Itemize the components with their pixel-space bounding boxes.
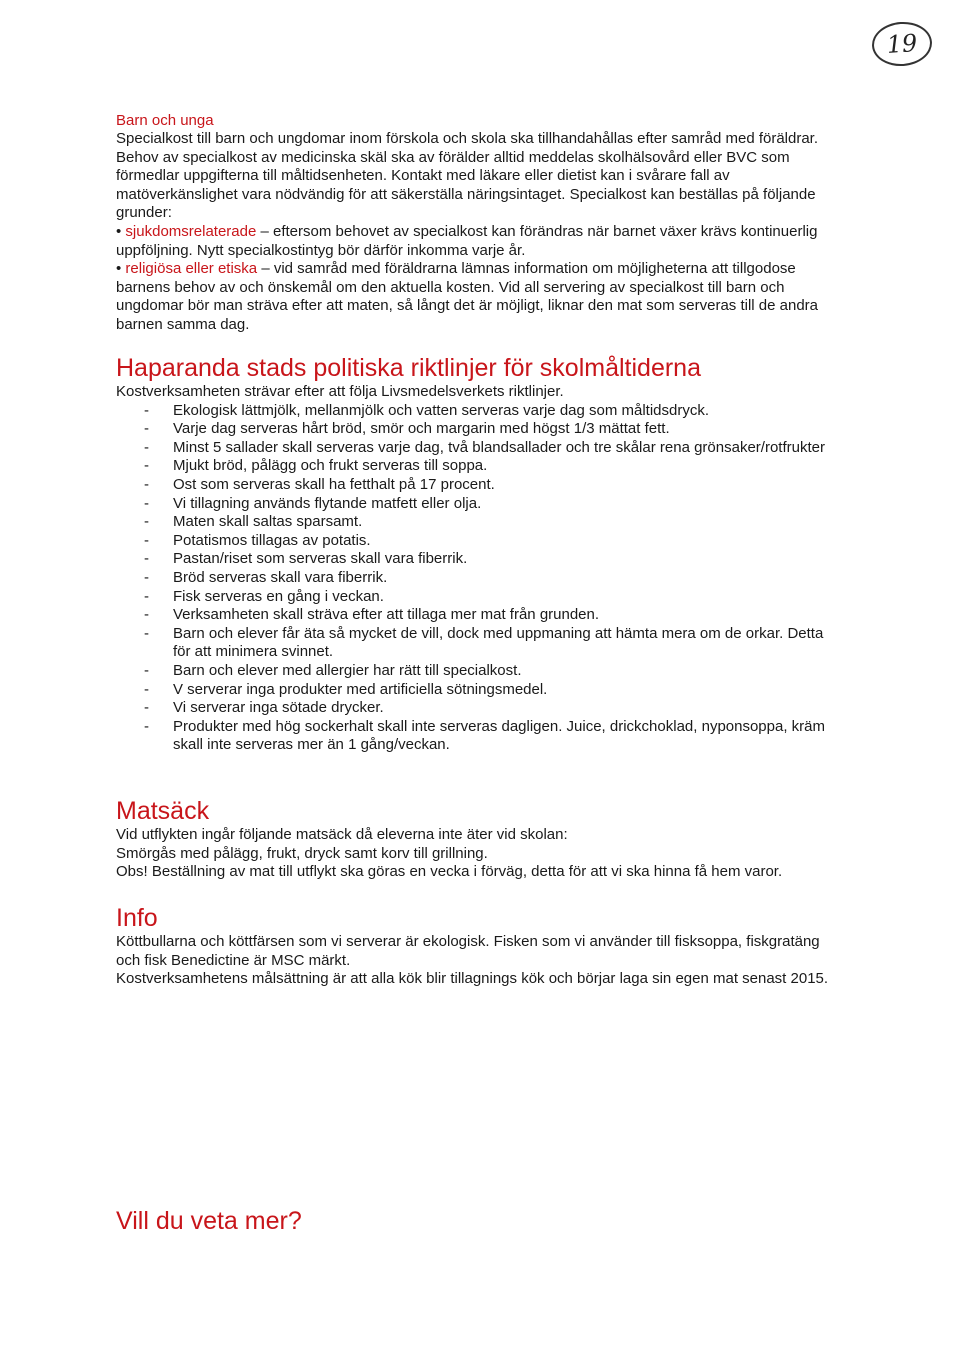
guideline-list bbox=[116, 402, 836, 755]
dash-bullet-icon: - bbox=[144, 606, 149, 624]
bullet-sjukdomsrelaterade bbox=[116, 223, 836, 260]
guideline-item bbox=[116, 420, 836, 439]
bullet-term-sjukdom: sjukdomsrelaterade bbox=[125, 222, 257, 240]
guideline-item bbox=[116, 513, 836, 532]
dash-bullet-icon: - bbox=[144, 438, 149, 456]
guideline-item bbox=[116, 402, 836, 421]
dash-bullet-icon: - bbox=[144, 680, 149, 698]
guideline-item bbox=[116, 476, 836, 495]
section-info bbox=[116, 903, 836, 989]
dash-bullet-icon: - bbox=[144, 401, 149, 419]
matsack-line: Smörgås med pålägg, frukt, dryck samt korv till grillning. bbox=[116, 844, 488, 862]
heading-barn-och-unga: Barn och unga bbox=[116, 112, 214, 129]
bullet-text-sjukdom: – eftersom behovet av specialkost kan förändras när barnet växer krävs kontinuerlig uppföljning. Nytt specialkostintyg bör därför inkomma varje år. bbox=[116, 222, 818, 259]
guideline-text: Vi tillagning används flytande matfett eller olja. bbox=[173, 494, 482, 512]
dash-bullet-icon: - bbox=[144, 531, 149, 549]
dash-bullet-icon: - bbox=[144, 587, 149, 605]
guideline-text: Mjukt bröd, pålägg och frukt serveras till soppa. bbox=[173, 457, 488, 475]
bullet-icon: • bbox=[116, 222, 126, 240]
guideline-item bbox=[116, 681, 836, 700]
guideline-item bbox=[116, 606, 836, 625]
dash-bullet-icon: - bbox=[144, 475, 149, 493]
barn-intro-text: Specialkost till barn och ungdomar inom förskola och skola ska tillhandahållas efter samråd med föräldrar. Behov av specialkost av medicinska skäl ska av förälder alltid meddelas skolhälsovård eller BVC som förmedlar uppgifterna till måltidsenheten. Kontakt med läkare eller dietist kan i svårare fall av matöverkänslighet vara nödvändig för att säkerställa näringsintaget. Specialkost kan beställas på följande grunder: bbox=[116, 130, 819, 222]
guideline-text: Bröd serveras skall vara fiberrik. bbox=[173, 568, 388, 586]
heading-info: Info bbox=[116, 904, 158, 932]
bullet-term-religiosa: religiösa eller etiska bbox=[125, 260, 258, 278]
guideline-item bbox=[116, 495, 836, 514]
guideline-text: Potatismos tillagas av potatis. bbox=[173, 531, 371, 549]
guideline-item bbox=[116, 532, 836, 551]
guideline-text: Barn och elever får äta så mycket de vill, dock med uppmaning att hämta mera om de orkar. Detta för att minimera svinnet. bbox=[173, 624, 824, 661]
dash-bullet-icon: - bbox=[144, 624, 149, 642]
dash-bullet-icon: - bbox=[144, 513, 149, 531]
guideline-item bbox=[116, 569, 836, 588]
guideline-text: Produkter med hög sockerhalt skall inte serveras dagligen. Juice, drickchoklad, nyponsoppa, kräm skall inte serveras mer än 1 gång/veckan. bbox=[173, 717, 826, 754]
heading-riktlinjer: Haparanda stads politiska riktlinjer för skolmåltiderna bbox=[116, 354, 701, 382]
dash-bullet-icon: - bbox=[144, 457, 149, 475]
dash-bullet-icon: - bbox=[144, 568, 149, 586]
bullet-icon: • bbox=[116, 260, 126, 278]
guideline-text: Minst 5 sallader skall serveras varje dag, två blandsallader och tre skålar rena grönsaker/rotfrukter bbox=[173, 438, 825, 456]
guideline-item bbox=[116, 662, 836, 681]
bullet-religiosa bbox=[116, 260, 836, 334]
heading-matsack: Matsäck bbox=[116, 797, 210, 825]
page-number: 19 bbox=[871, 20, 934, 68]
dash-bullet-icon: - bbox=[144, 550, 149, 568]
dash-bullet-icon: - bbox=[144, 717, 149, 735]
guideline-text: Barn och elever med allergier har rätt till specialkost. bbox=[173, 661, 522, 679]
guideline-item bbox=[116, 457, 836, 476]
guideline-item bbox=[116, 550, 836, 569]
dash-bullet-icon: - bbox=[144, 494, 149, 512]
guideline-item bbox=[116, 439, 836, 458]
guideline-item bbox=[116, 718, 836, 755]
bullet-text-religiosa: – vid samråd med föräldrarna lämnas information om möjligheterna att tillgodose barnens behov av och önskemål om den aktuella kosten. Vid all servering av specialkost till barn och ungdomar bör man sträva efter att maten, så långt det är möjligt, liknar den mat som serveras till de andra barnen samma dag. bbox=[116, 260, 818, 333]
guideline-text: Varje dag serveras hårt bröd, smör och margarin med högst 1/3 mättat fett. bbox=[173, 420, 670, 438]
info-line: Köttbullarna och köttfärsen som vi serverar är ekologisk. Fisken som vi använder till fisksoppa, fiskgratäng och fisk Benedictine är MSC märkt. bbox=[116, 933, 820, 969]
dash-bullet-icon: - bbox=[144, 699, 149, 717]
guideline-text: Fisk serveras en gång i veckan. bbox=[173, 587, 384, 605]
dash-bullet-icon: - bbox=[144, 661, 149, 679]
dash-bullet-icon: - bbox=[144, 420, 149, 438]
heading-vill-du-veta-mer: Vill du veta mer? bbox=[116, 1207, 302, 1235]
section-vill-du-veta-mer bbox=[116, 1206, 836, 1236]
guideline-text: Verksamheten skall sträva efter att tillaga mer mat från grunden. bbox=[173, 606, 600, 624]
matsack-line: Obs! Beställning av mat till utflykt ska göras en vecka i förväg, detta för att vi ska hinna få hem varor. bbox=[116, 863, 783, 881]
guideline-text: Pastan/riset som serveras skall vara fiberrik. bbox=[173, 550, 468, 568]
guideline-item bbox=[116, 625, 836, 662]
section-riktlinjer bbox=[116, 353, 836, 755]
guideline-text: Vi serverar inga sötade drycker. bbox=[173, 699, 384, 717]
riktlinjer-intro: Kostverksamheten strävar efter att följa Livsmedelsverkets riktlinjer. bbox=[116, 383, 564, 400]
section-barn-och-unga bbox=[116, 112, 836, 335]
guideline-text: Ekologisk lättmjölk, mellanmjölk och vatten serveras varje dag som måltidsdryck. bbox=[173, 401, 710, 419]
guideline-item bbox=[116, 588, 836, 607]
guideline-text: Maten skall saltas sparsamt. bbox=[173, 513, 363, 531]
matsack-line: Vid utflykten ingår följande matsäck då eleverna inte äter vid skolan: bbox=[116, 826, 568, 843]
section-matsack bbox=[116, 796, 836, 882]
guideline-item bbox=[116, 699, 836, 718]
guideline-text: V serverar inga produkter med artificiella sötningsmedel. bbox=[173, 680, 548, 698]
guideline-text: Ost som serveras skall ha fetthalt på 17 procent. bbox=[173, 475, 495, 493]
info-line: Kostverksamhetens målsättning är att alla kök blir tillagnings kök och börjar laga sin egen mat senast 2015. bbox=[116, 970, 829, 988]
